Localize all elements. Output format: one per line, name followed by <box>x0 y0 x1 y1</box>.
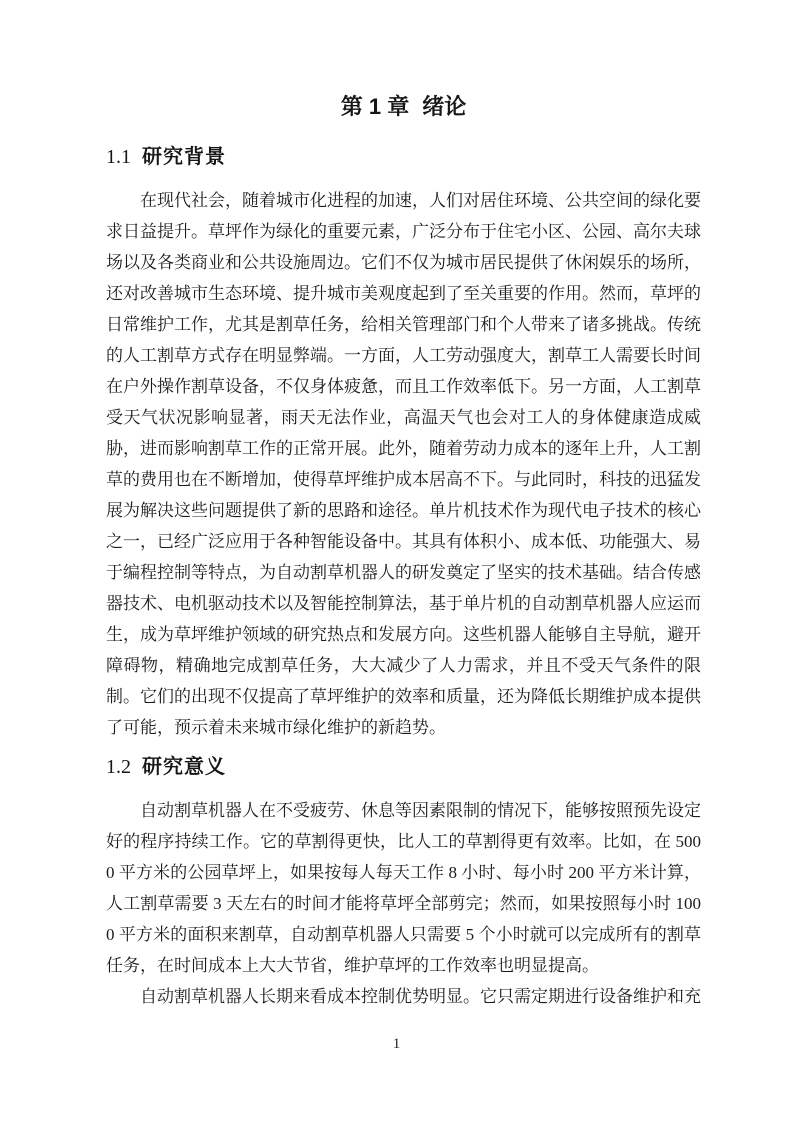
page-title <box>106 93 701 121</box>
section-heading-1-2 <box>106 754 701 780</box>
section-title: 研究意义 <box>142 756 226 778</box>
section-title: 研究背景 <box>142 146 226 168</box>
paragraph: 自动割草机器人长期来看成本控制优势明显。它只需定期进行设备维护和充 <box>140 987 701 1006</box>
section-number: 1.2 <box>106 756 131 778</box>
paragraph: 在现代社会，随着城市化进程的加速，人们对居住环境、公共空间的绿化要求日益提升。草坪作为绿化的重要元素，广泛分布于住宅小区、公园、高尔夫球场以及各类商业和公共设施周边。它们不仅为城市居民提供了休闲娱乐的场所，还对改善城市生态环境、提升城市美观度起到了至关重要的作用。然而，草坪的日常维护工作，尤其是割草任务，给相关管理部门和个人带来了诸多挑战。传统的人工割草方式存在明显弊端。一方面，人工劳动强度大，割草工人需要长时间在户外操作割草设备，不仅身体疲惫，而且工作效率低下。另一方面，人工割草受天气状况影响显著，雨天无法作业，高温天气也会对工人的身体健康造成威胁，进而影响割草工作的正常开展。此外，随着劳动力成本的逐年上升，人工割草的费用也在不断增加，使得草坪维护成本居高不下。与此同时，科技的迅猛发展为解决这些问题提供了新的思路和途径。单片机技术作为现代电子技术的核心之一，已经广泛应用于各种智能设备中。其具有体积小、成本低、功能强大、易于编程控制等特点，为自动割草机器人的研发奠定了坚实的技术基础。结合传感器技术、电机驱动技术以及智能控制算法，基于单片机的自动割草机器人应运而生，成为草坪维护领域的研究热点和发展方向。这些机器人能够自主导航，避开障碍物，精确地完成割草任务，大大减少了人力需求，并且不受天气条件的限制。它们的出现不仅提高了草坪维护的效率和质量，还为降低长期维护成本提供了可能，预示着未来城市绿化维护的新趋势。 <box>106 191 701 737</box>
chapter-title: 绪论 <box>422 94 467 119</box>
section-heading-1-1 <box>106 144 701 170</box>
page-number: 1 <box>392 1036 401 1052</box>
page-footer <box>0 1036 793 1053</box>
chapter-label: 第 1 章 <box>340 94 410 119</box>
section-number: 1.1 <box>106 146 131 168</box>
paragraph: 自动割草机器人在不受疲劳、休息等因素限制的情况下，能够按照预先设定好的程序持续工作。它的草割得更快，比人工的草割得更有效率。比如，在 5000 平方米的公园草坪上，如果按每人每天工作 8 小时、每小时 200 平方米计算，人工割草需要 3 天左右的时间才能将草坪全部剪完；然而，如果按照每小时 1000 平方米的面积来割草，自动割草机器人只需要 5 个小时就可以完成所有的割草任务，在时间成本上大大节省，维护草坪的工作效率也明显提高。 <box>106 801 701 975</box>
